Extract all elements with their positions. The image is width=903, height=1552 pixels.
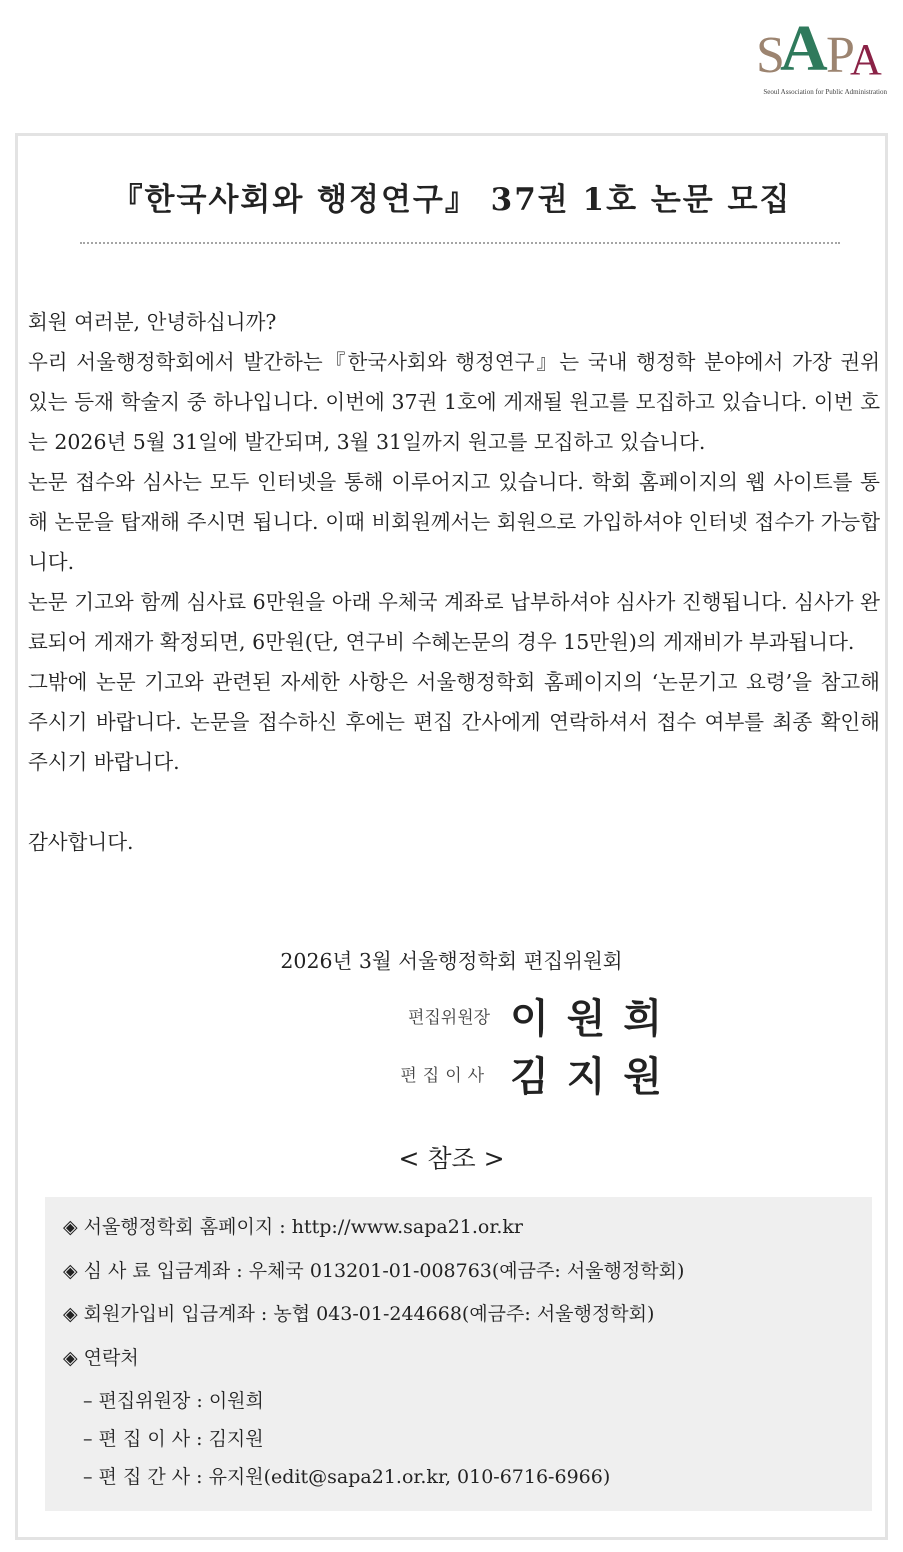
- closing: 감사합니다.: [28, 830, 134, 854]
- contact-role: 편집위원장: [98, 1390, 191, 1412]
- reference-item-contact: [63, 1344, 872, 1388]
- page-title: 『한국사회와 행정연구』 37권 1호 논문 모집: [111, 182, 792, 218]
- contact-value: 이원희: [208, 1390, 264, 1412]
- sapa-logo: [752, 12, 887, 102]
- reference-value: 농협 043-01-244668(예금주: 서울행정학회): [273, 1303, 655, 1325]
- reference-item-review-fee: ◈ 심 사 료 입금계좌 : 우체국 013201-01-008763(예금주: 서울행정학회): [63, 1259, 685, 1282]
- diamond-bullet-icon: ◈: [63, 1303, 78, 1325]
- notice-body: [28, 302, 880, 862]
- diamond-bullet-icon: ◈: [63, 1259, 78, 1282]
- logo-letter-p: P: [826, 27, 855, 84]
- paragraph-spacer: [28, 782, 880, 822]
- reference-box: [45, 1197, 872, 1511]
- signature-editorial-director: [400, 1046, 680, 1100]
- reference-label: 회원가입비 입금계좌: [83, 1303, 255, 1325]
- signature-editor-in-chief: [408, 988, 680, 1042]
- date-line: 2026년 3월 서울행정학회 편집위원회: [280, 949, 623, 973]
- contact-value: 김지원: [208, 1428, 264, 1450]
- greeting: 회원 여러분, 안녕하십니까?: [28, 310, 277, 334]
- contact-editor-in-chief: – 편집위원장 : 이원희: [83, 1390, 264, 1412]
- reference-value: 우체국 013201-01-008763(예금주: 서울행정학회): [248, 1259, 685, 1282]
- signature-role: 편집위원장: [407, 1007, 491, 1028]
- reference-title: < 참조 >: [398, 1144, 505, 1173]
- contact-editorial-secretary: – 편 집 간 사 : 유지원(edit@sapa21.or.kr, 010-6716-6966): [83, 1466, 611, 1488]
- logo-letter-a: A: [780, 12, 828, 85]
- logo-letter-s: S: [756, 27, 785, 84]
- body-paragraph-4: 그밖에 논문 기고와 관련된 자세한 사항은 서울행정학회 홈페이지의 ‘논문기고 요령’을 참고해 주시기 바랍니다. 논문을 접수하신 후에는 편집 간사에게 연락하셔서 접수 여부를 최종 확인해 주시기 바랍니다.: [28, 670, 880, 774]
- reference-item-membership-fee: ◈ 회원가입비 입금계좌 : 농협 043-01-244668(예금주: 서울행정학회): [63, 1303, 655, 1325]
- body-paragraph-1: 우리 서울행정학회에서 발간하는『한국사회와 행정연구』는 국내 행정학 분야에서 가장 권위 있는 등재 학술지 중 하나입니다. 이번에 37권 1호에 게재될 원고를 모집하고 있습니다. 이번 호는 2026년 5월 31일에 발간되며, 3월 31일까지 원고를 모집하고 있습니다.: [28, 350, 880, 454]
- notice-card: [15, 133, 888, 1540]
- contact-role: 편 집 이 사: [98, 1428, 191, 1450]
- logo-wordmark: [752, 12, 887, 85]
- body-paragraph-3: 논문 기고와 함께 심사료 6만원을 아래 우체국 계좌로 납부하셔야 심사가 진행됩니다. 심사가 완료되어 게재가 확정되면, 6만원(단, 연구비 수혜논문의 경우 15만원)의 게재비가 부과됩니다.: [28, 590, 880, 654]
- contact-role: 편 집 간 사: [98, 1466, 191, 1488]
- homepage-link[interactable]: http://www.sapa21.or.kr: [291, 1216, 524, 1238]
- contact-value: 유지원(edit@sapa21.or.kr, 010-6716-6966): [208, 1466, 611, 1488]
- reference-item-homepage: ◈ 서울행정학회 홈페이지 : http://www.sapa21.or.kr: [63, 1216, 524, 1238]
- reference-label: 서울행정학회 홈페이지: [83, 1216, 274, 1238]
- title-divider: [80, 242, 840, 244]
- diamond-bullet-icon: ◈: [63, 1346, 78, 1369]
- reference-label: 연락처: [83, 1346, 139, 1369]
- reference-label: 심 사 료 입금계좌: [83, 1259, 231, 1282]
- signature-name: 이원희: [510, 994, 680, 1042]
- logo-letter-a2: A: [850, 35, 882, 84]
- signature-role: 편집이사: [400, 1065, 491, 1086]
- logo-subtitle: Seoul Association for Public Administration: [763, 88, 887, 96]
- body-paragraph-2: 논문 접수와 심사는 모두 인터넷을 통해 이루어지고 있습니다. 학회 홈페이지의 웹 사이트를 통해 논문을 탑재해 주시면 됩니다. 이때 비회원께서는 회원으로 가입하셔야 인터넷 접수가 가능합니다.: [28, 470, 880, 574]
- contact-editorial-director: – 편 집 이 사 : 김지원: [83, 1428, 264, 1450]
- diamond-bullet-icon: ◈: [63, 1216, 78, 1238]
- signature-name: 김지원: [510, 1052, 680, 1100]
